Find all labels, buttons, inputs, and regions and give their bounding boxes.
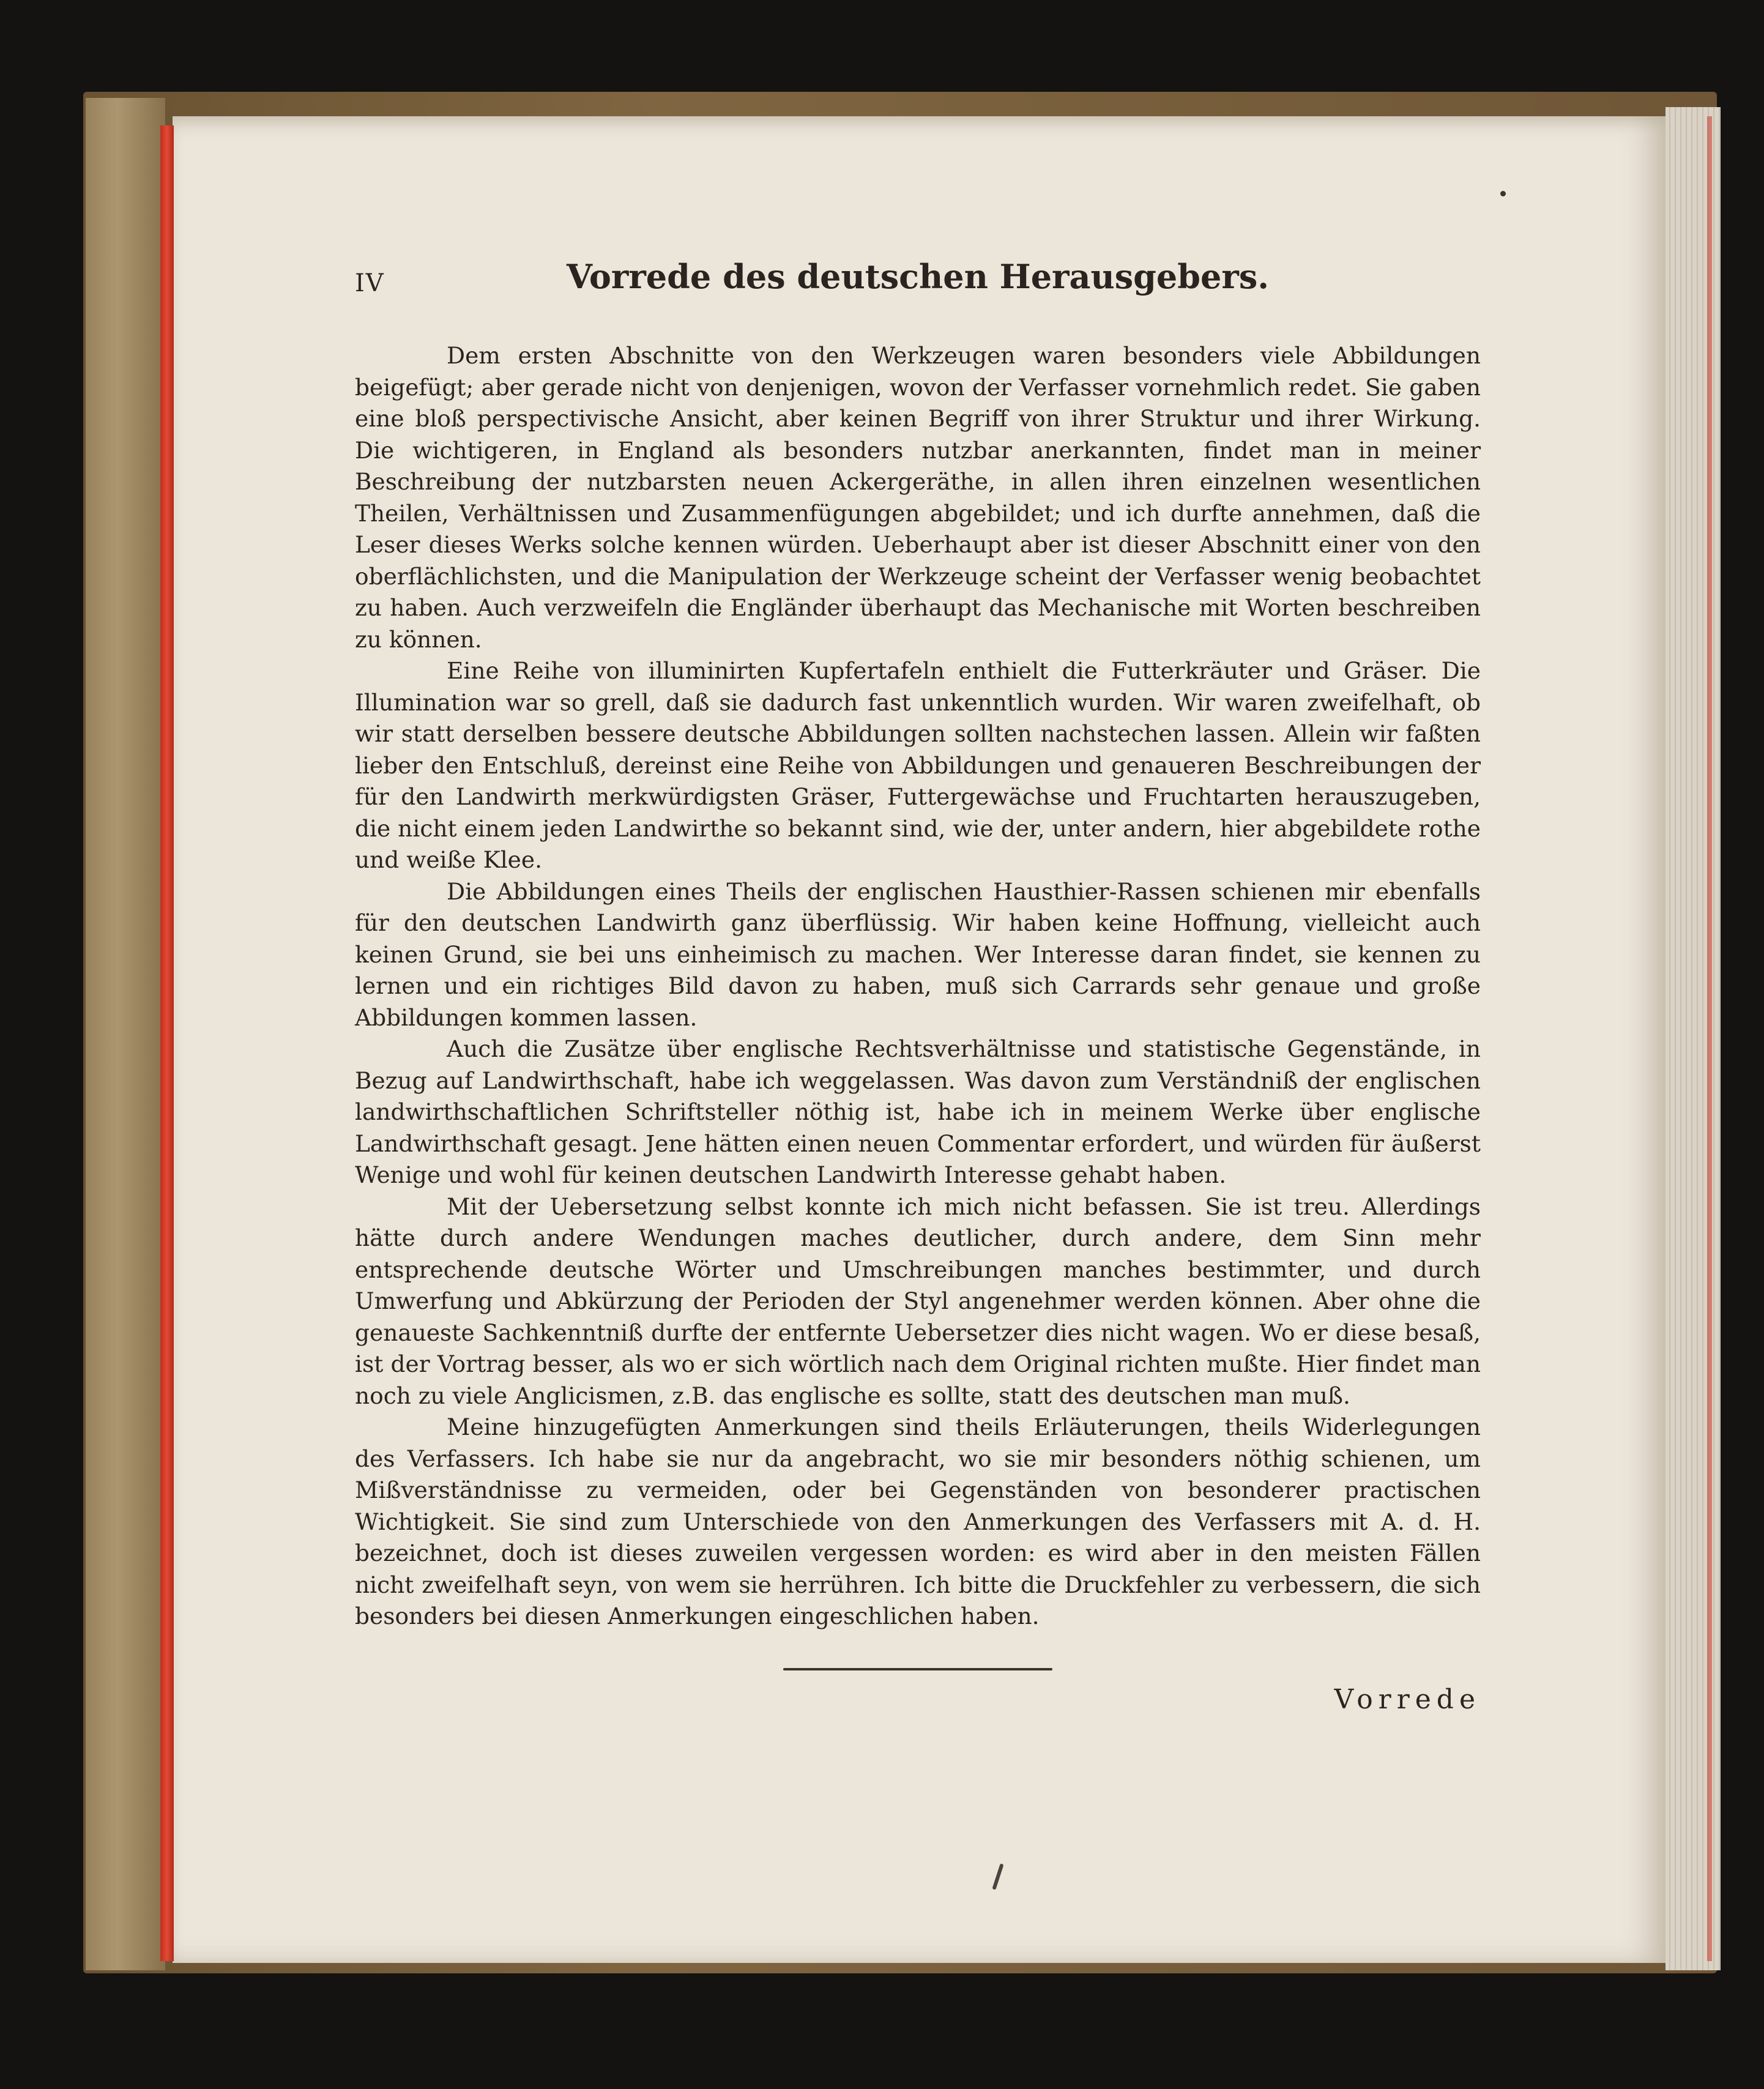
ink-spot [1500, 191, 1506, 196]
body-text [355, 340, 1481, 1633]
spine-paper-strip [86, 98, 165, 1970]
paragraph: Die Abbildungen eines Theils der englischen Hausthier-Rassen schienen mir ebenfalls für den deutschen Landwirth ganz überflüssig. Wir haben keine Hoffnung, vielleicht auch keinen Grund, sie bei uns einheimisch zu machen. Wer Interesse daran findet, sie kennen zu lernen und ein richtiges Bild davon zu haben, muß sich Carrards sehr genaue und große Abbildungen kommen lassen. [355, 877, 1481, 1031]
catchword: Vorrede [1334, 1683, 1481, 1715]
paragraph: Auch die Zusätze über englische Rechtsverhältnisse und statistische Gegenstände, in Bezug auf Landwirthschaft, habe ich weggelassen. Was davon zum Verständniß der englischen landwirthschaftlichen Schriftsteller nöthig ist, habe ich in meinem Werke über englische Landwirthschaft gesagt. Jene hätten einen neuen Commentar erfordert, und würden für äußerst Wenige und wohl für keinen deutschen Landwirth Interesse gehabt haben. [355, 1035, 1481, 1188]
page-text-block [355, 257, 1481, 1715]
section-rule [783, 1668, 1052, 1670]
running-title: Vorrede des deutschen Herausgebers. [566, 257, 1270, 296]
paragraph: Mit der Uebersetzung selbst konnte ich mich nicht befassen. Sie ist treu. Allerdings hätte durch andere Wendungen maches deutlicher, durch andere, dem Sinn mehr entsprechende deutsche Wörter und Umschreibungen manches bestimmter, und durch Umwerfung und Abkürzung der Perioden der Styl angenehmer werden können. Aber ohne die genaueste Sachkenntniß durfte der entfernte Uebersetzer dies nicht wagen. Wo er diese besaß, ist der Vortrag besser, als wo er sich wörtlich nach dem Original richten mußte. Hier findet man noch zu viele Anglicismen, z.B. das englische es sollte, statt des deutschen man muß. [355, 1193, 1481, 1409]
page-number: IV [355, 269, 385, 297]
paragraph: Dem ersten Abschnitte von den Werkzeugen waren besonders viele Abbildungen beigefügt; aber gerade nicht von denjenigen, wovon der Verfasser vornehmlich redet. Sie gaben eine bloß perspectivische Ansicht, aber keinen Begriff von ihrer Struktur und ihrer Wirkung. Die wichtigeren, in England als besonders nutzbar anerkannten, findet man in meiner Beschreibung der nutzbarsten neuen Ackergeräthe, in allen ihren einzelnen wesentlichen Theilen, Verhältnissen und Zusammenfügungen abgebildet; und ich durfte annehmen, daß die Leser dieses Werks solche kennen würden. Ueberhaupt aber ist dieser Abschnitt einer von den oberflächlichsten, und die Manipulation der Werkzeuge scheint der Verfasser wenig beobachtet zu haben. Auch verzweifeln die Engländer überhaupt das Mechanische mit Worten beschreiben zu können. [355, 342, 1481, 653]
right-page-edges [1665, 107, 1721, 1970]
paragraph: Meine hinzugefügten Anmerkungen sind theils Erläuterungen, theils Widerlegungen des Verfassers. Ich habe sie nur da angebracht, wo sie mir besonders nöthig schienen, um Mißverständnisse zu vermeiden, oder bei Gegenständen von besonderer practischen Wichtigkeit. Sie sind zum Unterschiede von den Anmerkungen des Verfassers mit A. d. H. bezeichnet, doch ist dieses zuweilen vergessen worden: es wird aber in den meisten Fällen nicht zweifelhaft seyn, von wem sie herrühren. Ich bitte die Druckfehler zu verbessern, die sich besonders bei diesen Anmerkungen eingeschlichen haben. [355, 1413, 1481, 1629]
paragraph: Eine Reihe von illuminirten Kupfertafeln enthielt die Futterkräuter und Gräser. Die Illumination war so grell, daß sie dadurch fast unkenntlich wurden. Wir waren zweifelhaft, ob wir statt derselben bessere deutsche Abbildungen sollten nachstechen lassen. Allein wir faßten lieber den Entschluß, dereinst eine Reihe von Abbildungen und genaueren Beschreibungen der für den Landwirth merkwürdigsten Gräser, Futtergewächse und Fruchtarten herauszugeben, die nicht einem jeden Landwirthe so bekannt sind, wie der, unter andern, hier abgebildete rothe und weiße Klee. [355, 657, 1481, 873]
red-page-edge [160, 125, 174, 1961]
page-header [355, 257, 1481, 312]
right-red-edge [1707, 116, 1712, 1961]
